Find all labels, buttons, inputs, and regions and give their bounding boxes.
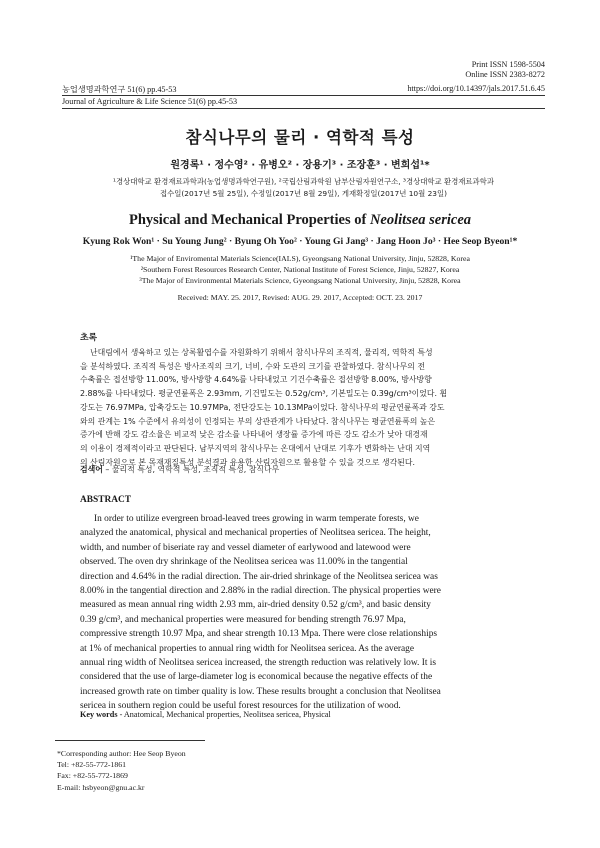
title-korean: 참식나무의 물리 · 역학적 특성 — [185, 128, 415, 147]
abstract-en-line: at 1% of mechanical properties to annual ring width for Neolitsea sericea. As the average — [80, 643, 414, 654]
keywords-en-label: Key words — [80, 710, 118, 719]
abstract-en-line: direction and 4.64% in the radial direction. The air-dried shrinkage of the Neolitsea sericea was — [80, 571, 438, 582]
affiliation-korean — [62, 176, 545, 200]
abstract-body-en — [80, 512, 520, 714]
abstract-en-line: 8.00% in the tangential direction and 2.88% in the radial direction. The physical properties were — [80, 586, 441, 597]
keywords-en-values: - Anatomical, Mechanical properties, Neolitsea sericea, Physical — [117, 710, 331, 719]
footnote-rule — [55, 740, 205, 741]
abstract-ko-line: 의 산림자원으로 본 목재재질특성 분석결과 유용한 산림자원으로 활용할 수 있을 것으로 생각된다. — [80, 457, 415, 467]
journal-citation-ko: 농업생명과학연구 51(6) pp.45-53 — [62, 85, 177, 94]
abstract-ko-line: 을 분석하였다. 조직적 특성은 방사조직의 크기, 너비, 수와 도관의 크기를 관찰하였다. 참식나무의 전 — [80, 361, 426, 371]
abstract-en-line: annual ring width of Neolitsea sericea increased, the strength reduction was relatively low. It is — [80, 658, 437, 669]
abstract-en-line: measured as mean annual ring width 2.93 mm, air-dried density 0.52 g/cm³, and basic density — [80, 600, 431, 611]
affiliation-en-line-2: ²Southern Forest Resources Research Center, National Institute of Forest Science, Jinju, 52827, Korea — [140, 265, 460, 274]
abstract-ko-line: 의 이용이 경제적이라고 판단된다. 남부지역의 참식나무는 온대에서 난대로 기후가 변화하는 난대 지역 — [80, 443, 431, 453]
title-english — [0, 212, 600, 229]
abstract-body-ko — [80, 346, 520, 469]
corresponding-author: *Corresponding author: Hee Seop Byeon — [57, 749, 186, 758]
issn-block — [465, 60, 545, 80]
journal-citation-en: Journal of Agriculture & Life Science 51(6) pp.45-53 — [62, 97, 238, 106]
abstract-en-line: observed. The oven dry shrinkage of the Neolitsea sericea was 11.00% in the tangential — [80, 557, 408, 568]
abstract-ko-line: 와의 관계는 1% 수준에서 유의성이 인정되는 부의 상관관계가 나타났다. 참식나무는 평균연륜폭의 높은 — [80, 416, 436, 426]
abstract-heading-ko: 초록 — [80, 333, 97, 343]
abstract-ko-line: 증가에 반해 강도 감소율은 비교적 낮은 감소를 나타내어 생장률 증가에 따른 강도 감소가 낮아 대경재 — [80, 430, 428, 440]
corresponding-author-footnote — [57, 748, 186, 793]
author-tel: Tel: +82-55-772-1861 — [57, 760, 127, 770]
print-issn: Print ISSN 1598-5504 — [471, 60, 545, 69]
authors-english: Kyung Rok Won¹ · Su Young Jung² · Byung Oh Yoo² · Young Gi Jang³ · Jang Hoon Jo³ · Hee Seop Byeon¹* — [82, 236, 518, 247]
abstract-en-line: considered that the use of large-diameter log is economical because the negative effects of the — [80, 672, 433, 683]
title-en-text: Physical and Mechanical Properties of — [128, 212, 370, 228]
affiliation-en-line-1: ¹The Major of Enviromental Materials Science(IALS), Gyeongsang National University, Jinju, 52828, Korea — [130, 254, 470, 263]
keywords-ko-label: 검색어 — [80, 465, 103, 474]
received-dates: Received: MAY. 25. 2017, Revised: AUG. 29. 2017, Accepted: OCT. 23. 2017 — [177, 293, 423, 302]
header-rule-bottom — [62, 108, 545, 109]
abstract-en-line: compressive strength 10.97 Mpa, and shear strength 10.13 Mpa. There were close relationships — [80, 629, 438, 640]
abstract-en-line: width, and number of biseriate ray and vessel diameter of earlywood and latewood were — [80, 542, 411, 553]
abstract-ko-line: 강도는 76.97MPa, 압축강도는 10.97MPa, 전단강도는 10.13MPa이었다. 참식나무의 평균연륜폭과 강도 — [80, 402, 445, 412]
authors-korean: 원경록¹ · 정수영² · 유병오² · 장용기³ · 조장훈³ · 변희섭¹* — [170, 160, 430, 171]
abstract-en-line: increased growth rate on timber quality is low. These results brought a conclusion that Neolitsea — [80, 686, 441, 697]
abstract-ko-line: 수축률은 접선방향 11.00%, 방사방향 4.64%를 나타내었고 기건수축률은 접선방향 8.00%, 방사방향 — [80, 375, 432, 385]
affiliation-ko-line: ¹경상대학교 환경재료과학과(농업생명과학연구원), ²국립산림과학원 남부산림자원연구소, ³경상대학교 환경재료과학과 — [113, 177, 494, 186]
abstract-en-line: sericea in southern region could be useful forest resources for the utilization of wood. — [80, 701, 401, 712]
keywords-ko-values: – 물리적 특성, 역학적 특성, 조직적 특성, 참식나무 — [102, 465, 280, 474]
keywords-ko — [80, 464, 279, 475]
abstract-en-line: analyzed the anatomical, physical and mechanical properties of Neolitsea sericea. The height, — [80, 528, 431, 539]
affiliation-en-line-3: ³The Major of Environmental Materials Science, Gyeongsang National University, Jinju, 52828, Korea — [139, 276, 461, 285]
abstract-ko-line: 2.88%를 나타내었다. 평균연륜폭은 2.93mm, 기건밀도는 0.52g/cm³, 기본밀도는 0.39g/cm³이었다. 휨 — [80, 389, 448, 399]
abstract-ko-line: 난대림에서 생육하고 있는 상록활엽수를 자원화하기 위해서 참식나무의 조직적, 물리적, 역학적 특성 — [90, 348, 433, 357]
online-issn: Online ISSN 2383-8272 — [465, 70, 545, 79]
doi-link[interactable]: https://doi.org/10.14397/jals.2017.51.6.45 — [407, 84, 545, 93]
dates-ko-line: 접수일(2017년 5월 25일), 수정일(2017년 8월 29일), 게재확정일(2017년 10월 23일) — [159, 189, 448, 198]
abstract-en-line: In order to utilize evergreen broad-leaved trees growing in warm temperate forests, we — [94, 514, 419, 524]
abstract-heading-en: ABSTRACT — [80, 495, 132, 505]
header-rule — [62, 95, 545, 96]
abstract-en-line: 0.39 g/cm³, and mechanical properties were measured for bending strength 76.97 Mpa, — [80, 614, 406, 625]
title-en-species: Neolitsea sericea — [369, 212, 472, 228]
author-email[interactable]: E-mail: hsbyeon@gnu.ac.kr — [57, 782, 145, 792]
author-fax: Fax: +82-55-772-1869 — [57, 771, 128, 781]
affiliation-english — [0, 253, 600, 286]
keywords-en — [80, 710, 331, 719]
